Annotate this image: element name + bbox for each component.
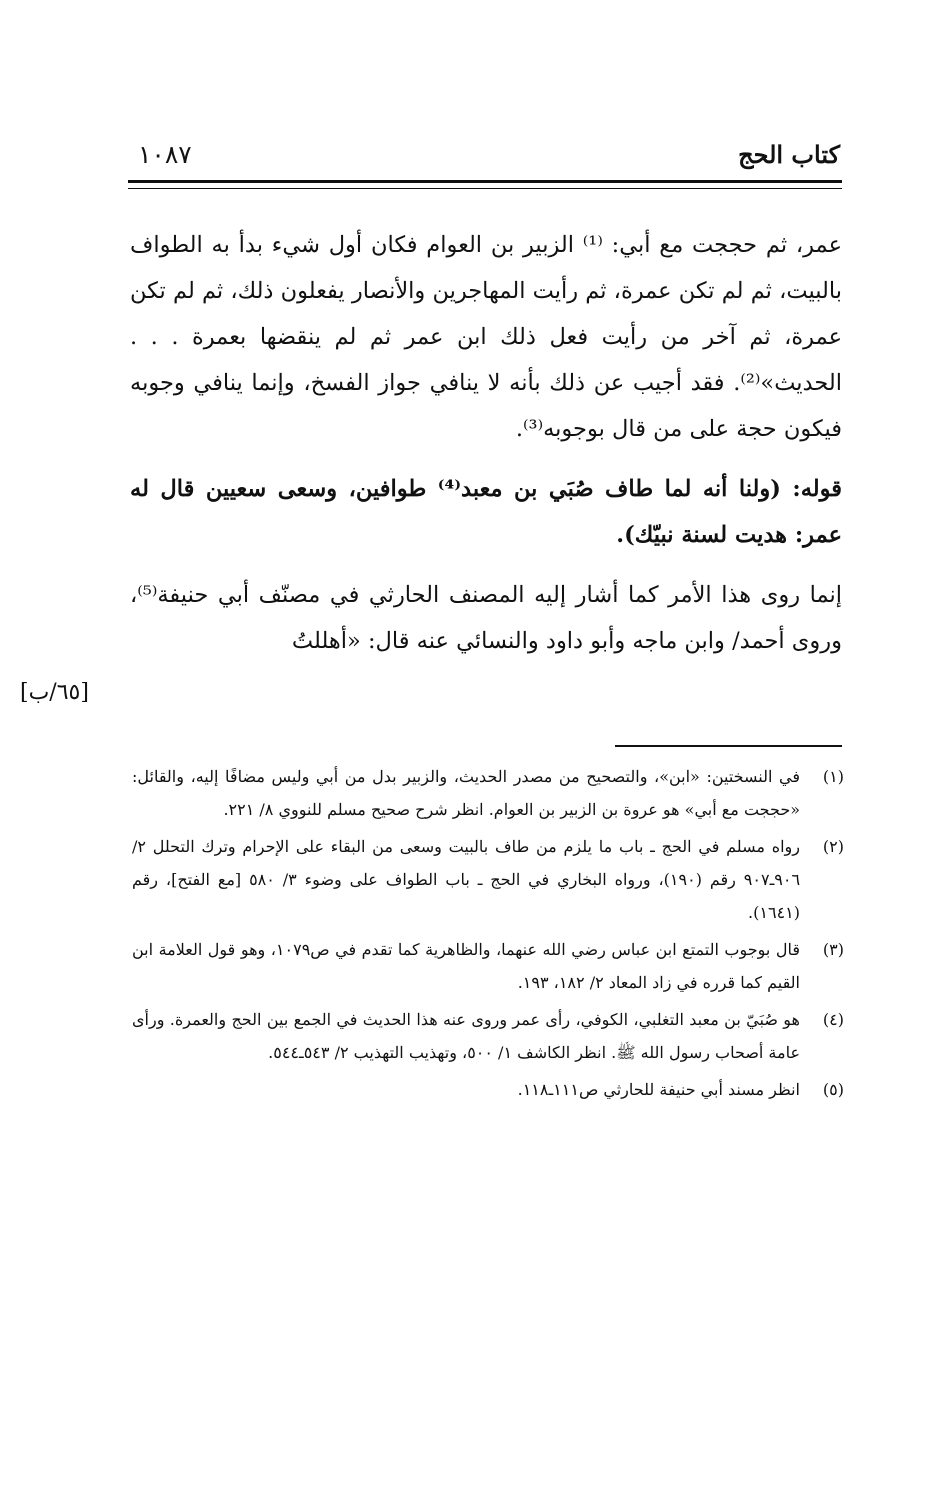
footnote-separator: [615, 745, 842, 747]
main-text: [130, 222, 842, 664]
footnote-2: [132, 830, 844, 929]
footnote-number: (٥): [822, 1080, 844, 1099]
paragraph-1: عمر، ثم حججت مع أبي: ⁽¹⁾ الزبير بن العوام فكان أول شيء بدأ به الطواف بالبيت، ثم لم تكن عمرة، ثم رأيت المهاجرين والأنصار يفعلون ذلك، ثم لم تكن عمرة، ثم آخر من رأيت فعل ذلك ابن عمر ثم لم ينقضها بعمرة . . . الحديث»⁽²⁾. فقد أجيب عن ذلك بأنه لا ينافي جواز الفسخ، وإنما ينافي وجوبه فيكون حجة على من قال بوجوبه⁽³⁾.: [130, 232, 843, 442]
footnote-4: [132, 1003, 844, 1069]
paragraph-3: إنما روى هذا الأمر كما أشار إليه المصنف الحارثي في مصنّف أبي حنيفة⁽⁵⁾، وروى أحمد/ وابن ماجه وأبو داود والنسائي عنه قال: «أهللتُ: [130, 582, 842, 654]
footnote-number: (٣): [822, 940, 844, 959]
footnote-text: في النسختين: «ابن»، والتصحيح من مصدر الحديث، والزبير بدل من أبي وليس مضافًا إليه، والقائل: «حججت مع أبي» هو عروة بن الزبير بن العوام. انظر شرح صحيح مسلم للنووي ٨/ ٢٢١.: [132, 767, 800, 819]
footnote-1: [132, 760, 844, 826]
manuscript-folio-marker: [٦٥/ب]: [20, 680, 89, 705]
footnote-3: [132, 933, 844, 999]
page-number: ١٠٨٧: [138, 140, 192, 169]
header-rule-thick: [128, 180, 842, 183]
footnotes: [132, 760, 844, 1110]
footnote-text: رواه مسلم في الحج ـ باب ما يلزم من طاف بالبيت وسعى من البقاء على الإحرام وترك التحلل ٢/ ٩٠٦ـ٩٠٧ رقم (١٩٠)، ورواه البخاري في الحج ـ باب الطواف على وضوء ٣/ ٥٨٠ [مع الفتح]، رقم (١٦٤١).: [132, 837, 801, 922]
running-header-title: كتاب الحج: [738, 140, 840, 169]
footnote-text: انظر مسند أبي حنيفة للحارثي ص١١١ـ١١٨.: [517, 1080, 800, 1099]
footnote-5: [132, 1073, 844, 1106]
header-rule-thin: [128, 188, 842, 189]
footnote-number: (٢): [822, 837, 844, 856]
footnote-number: (٤): [822, 1010, 844, 1029]
paragraph-2-quote: قوله: (ولنا أنه لما طاف صُبَي بن معبد⁽⁴⁾ طوافين، وسعى سعيين قال له عمر: هديت لسنة نبيّك).: [130, 476, 843, 548]
footnote-text: هو صُبَيّ بن معبد التغلبي، الكوفي، رأى عمر وروى عنه هذا الحديث في الجمع بين الحج والعمرة. ورأى عامة أصحاب رسول الله ﷺ. انظر الكاشف ١/ ٥٠٠، وتهذيب التهذيب ٢/ ٥٤٣ـ٥٤٤.: [132, 1010, 800, 1062]
footnote-text: قال بوجوب التمتع ابن عباس رضي الله عنهما، والظاهرية كما تقدم في ص١٠٧٩، وهو قول العلامة ابن القيم كما قرره في زاد المعاد ٢/ ١٨٢، ١٩٣.: [132, 940, 800, 992]
footnote-number: (١): [822, 767, 844, 786]
